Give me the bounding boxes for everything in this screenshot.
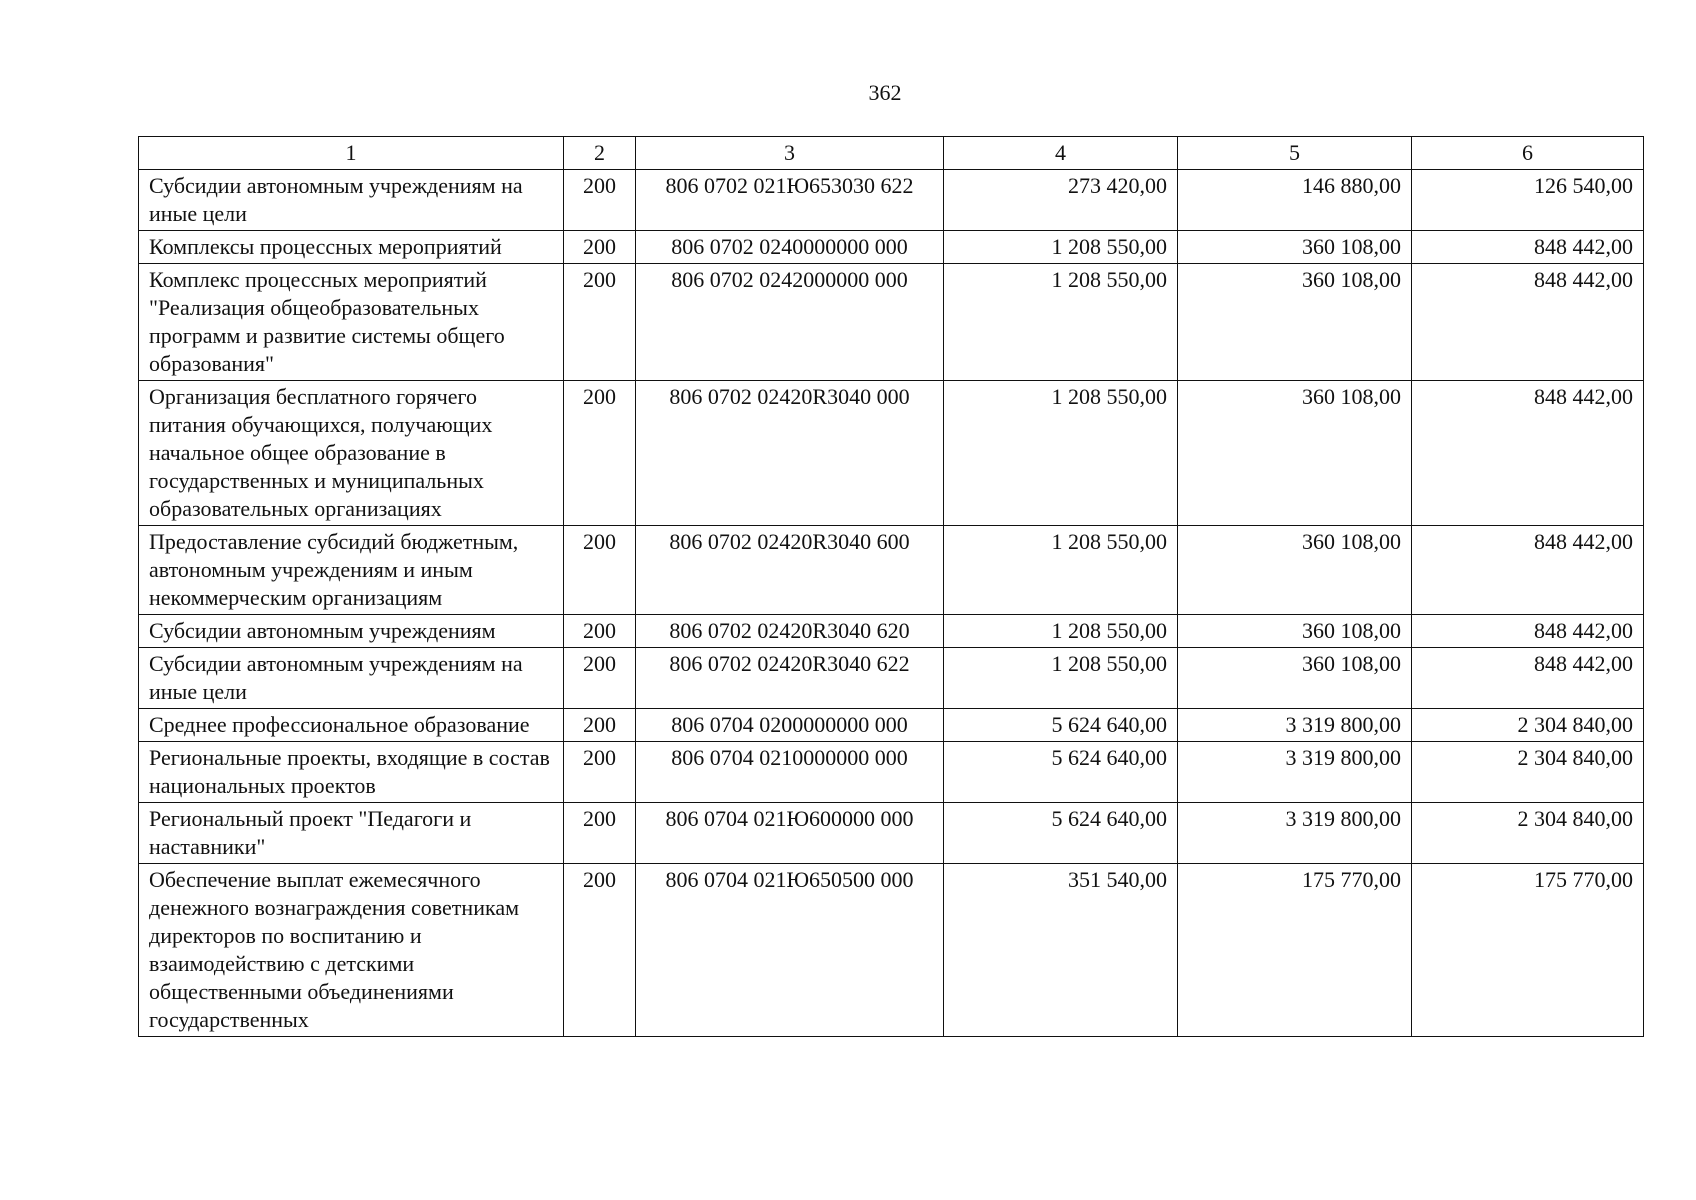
row-grbs: 200 xyxy=(564,526,636,615)
row-value-5: 360 108,00 xyxy=(1178,648,1412,709)
row-name: Предоставление субсидий бюджетным, автономным учреждениям и иным некоммерческим организациям xyxy=(139,526,564,615)
row-grbs: 200 xyxy=(564,264,636,381)
table-row xyxy=(139,381,1644,526)
table-row xyxy=(139,264,1644,381)
column-header-5: 5 xyxy=(1178,137,1412,170)
row-grbs: 200 xyxy=(564,864,636,1037)
row-code: 806 0702 02420R3040 622 xyxy=(636,648,944,709)
row-total: 5 624 640,00 xyxy=(944,803,1178,864)
row-value-5: 3 319 800,00 xyxy=(1178,742,1412,803)
row-code: 806 0704 021Ю600000 000 xyxy=(636,803,944,864)
row-value-6: 2 304 840,00 xyxy=(1412,803,1644,864)
row-grbs: 200 xyxy=(564,742,636,803)
row-value-6: 848 442,00 xyxy=(1412,526,1644,615)
column-header-3: 3 xyxy=(636,137,944,170)
row-total: 5 624 640,00 xyxy=(944,709,1178,742)
table-row xyxy=(139,803,1644,864)
column-header-6: 6 xyxy=(1412,137,1644,170)
row-value-5: 3 319 800,00 xyxy=(1178,709,1412,742)
row-code: 806 0702 02420R3040 620 xyxy=(636,615,944,648)
row-name: Региональный проект "Педагоги и наставники" xyxy=(139,803,564,864)
row-value-5: 3 319 800,00 xyxy=(1178,803,1412,864)
row-value-5: 360 108,00 xyxy=(1178,381,1412,526)
row-value-5: 360 108,00 xyxy=(1178,615,1412,648)
row-name: Среднее профессиональное образование xyxy=(139,709,564,742)
row-total: 1 208 550,00 xyxy=(944,381,1178,526)
row-value-5: 146 880,00 xyxy=(1178,170,1412,231)
row-value-6: 848 442,00 xyxy=(1412,615,1644,648)
budget-table xyxy=(138,136,1644,1037)
row-total: 1 208 550,00 xyxy=(944,615,1178,648)
row-grbs: 200 xyxy=(564,381,636,526)
row-total: 1 208 550,00 xyxy=(944,264,1178,381)
page-number: 362 xyxy=(868,80,902,105)
row-name: Региональные проекты, входящие в состав национальных проектов xyxy=(139,742,564,803)
row-total: 1 208 550,00 xyxy=(944,526,1178,615)
row-value-5: 360 108,00 xyxy=(1178,526,1412,615)
column-header-1: 1 xyxy=(139,137,564,170)
table-row xyxy=(139,231,1644,264)
row-grbs: 200 xyxy=(564,648,636,709)
table-row xyxy=(139,742,1644,803)
row-name: Обеспечение выплат ежемесячного денежного вознаграждения советникам директоров по воспитанию и взаимодействию с детскими общественными объединениями государственных xyxy=(139,864,564,1037)
row-value-6: 848 442,00 xyxy=(1412,231,1644,264)
row-code: 806 0704 021Ю650500 000 xyxy=(636,864,944,1037)
row-grbs: 200 xyxy=(564,803,636,864)
table-row xyxy=(139,648,1644,709)
table-row xyxy=(139,709,1644,742)
row-code: 806 0702 02420R3040 600 xyxy=(636,526,944,615)
table-row xyxy=(139,864,1644,1037)
row-value-6: 126 540,00 xyxy=(1412,170,1644,231)
row-total: 273 420,00 xyxy=(944,170,1178,231)
row-code: 806 0704 0200000000 000 xyxy=(636,709,944,742)
row-code: 806 0702 021Ю653030 622 xyxy=(636,170,944,231)
row-total: 5 624 640,00 xyxy=(944,742,1178,803)
row-grbs: 200 xyxy=(564,615,636,648)
row-value-5: 360 108,00 xyxy=(1178,264,1412,381)
row-grbs: 200 xyxy=(564,709,636,742)
column-header-4: 4 xyxy=(944,137,1178,170)
row-name: Организация бесплатного горячего питания обучающихся, получающих начальное общее образование в государственных и муниципальных образовательных организациях xyxy=(139,381,564,526)
row-value-6: 2 304 840,00 xyxy=(1412,709,1644,742)
row-code: 806 0702 02420R3040 000 xyxy=(636,381,944,526)
row-code: 806 0704 0210000000 000 xyxy=(636,742,944,803)
row-name: Субсидии автономным учреждениям xyxy=(139,615,564,648)
row-value-6: 175 770,00 xyxy=(1412,864,1644,1037)
row-code: 806 0702 0242000000 000 xyxy=(636,264,944,381)
table-header-row xyxy=(139,137,1644,170)
row-total: 351 540,00 xyxy=(944,864,1178,1037)
row-value-6: 2 304 840,00 xyxy=(1412,742,1644,803)
row-value-6: 848 442,00 xyxy=(1412,381,1644,526)
column-header-2: 2 xyxy=(564,137,636,170)
row-value-5: 360 108,00 xyxy=(1178,231,1412,264)
row-value-5: 175 770,00 xyxy=(1178,864,1412,1037)
table-row xyxy=(139,615,1644,648)
row-name: Субсидии автономным учреждениям на иные цели xyxy=(139,170,564,231)
row-total: 1 208 550,00 xyxy=(944,231,1178,264)
row-name: Комплексы процессных мероприятий xyxy=(139,231,564,264)
row-value-6: 848 442,00 xyxy=(1412,648,1644,709)
row-grbs: 200 xyxy=(564,170,636,231)
row-code: 806 0702 0240000000 000 xyxy=(636,231,944,264)
table-row xyxy=(139,526,1644,615)
table-row xyxy=(139,170,1644,231)
row-name: Комплекс процессных мероприятий "Реализация общеобразовательных программ и развитие системы общего образования" xyxy=(139,264,564,381)
row-value-6: 848 442,00 xyxy=(1412,264,1644,381)
row-grbs: 200 xyxy=(564,231,636,264)
row-name: Субсидии автономным учреждениям на иные цели xyxy=(139,648,564,709)
row-total: 1 208 550,00 xyxy=(944,648,1178,709)
